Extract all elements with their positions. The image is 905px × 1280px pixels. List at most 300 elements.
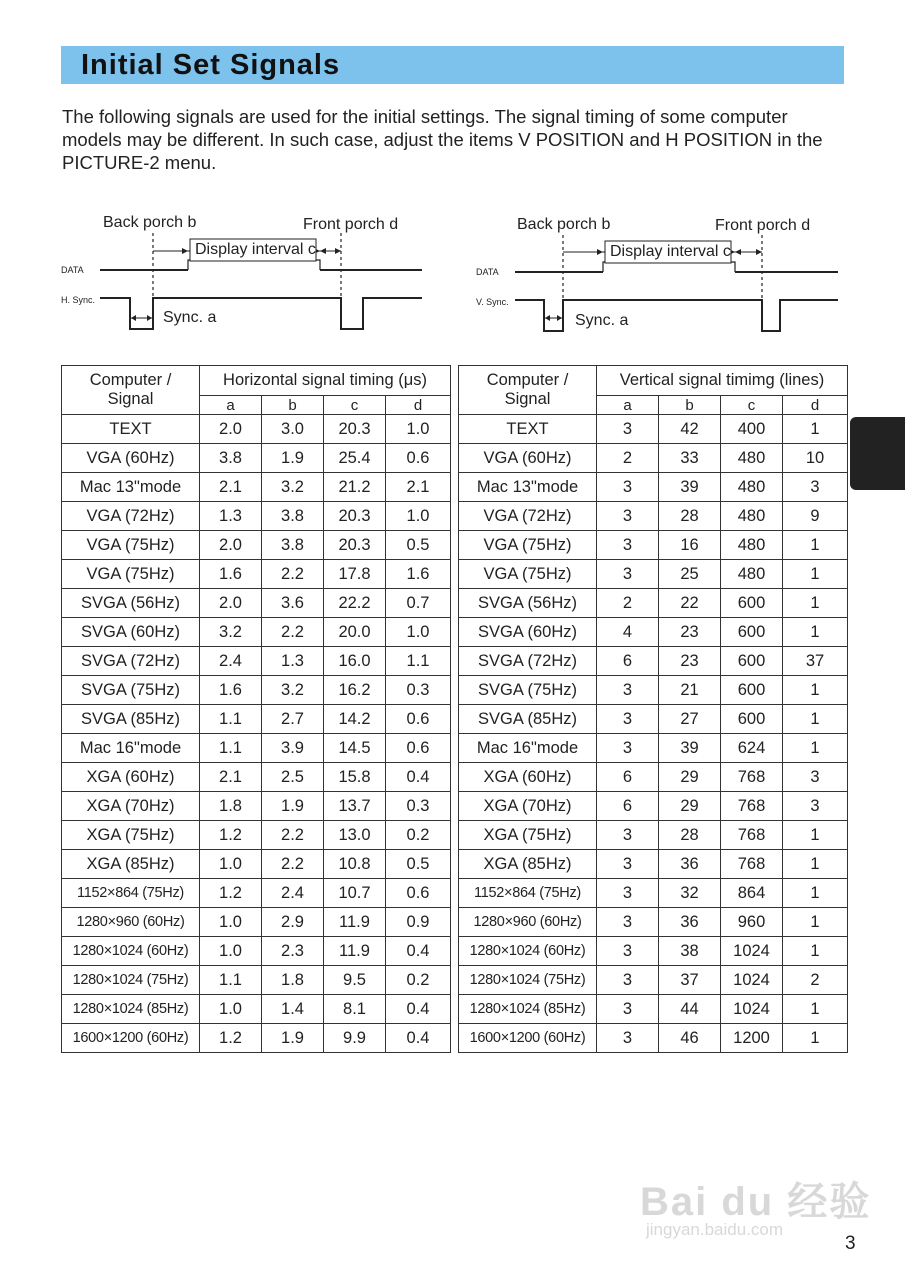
sync-waveform	[100, 298, 422, 329]
value-cell-c: 13.0	[324, 821, 386, 850]
value-cell-c: 600	[721, 589, 783, 618]
value-cell-c: 480	[721, 560, 783, 589]
value-cell-b: 46	[659, 1024, 721, 1053]
value-cell-d: 1	[783, 560, 848, 589]
value-cell-c: 15.8	[324, 763, 386, 792]
signal-cell: Mac 13"mode	[62, 473, 200, 502]
value-cell-b: 3.0	[262, 415, 324, 444]
value-cell-d: 0.7	[386, 589, 451, 618]
value-cell-b: 2.2	[262, 618, 324, 647]
value-cell-c: 13.7	[324, 792, 386, 821]
value-cell-b: 28	[659, 502, 721, 531]
value-cell-b: 23	[659, 647, 721, 676]
value-cell-c: 480	[721, 502, 783, 531]
value-cell-d: 1	[783, 937, 848, 966]
table-row	[459, 908, 848, 937]
value-cell-a: 2	[597, 589, 659, 618]
value-cell-a: 1.8	[200, 792, 262, 821]
value-cell-d: 1	[783, 415, 848, 444]
table-row	[62, 734, 451, 763]
signal-column-header	[459, 366, 597, 415]
display-interval-label: Display interval c	[195, 241, 316, 258]
sub-header-b: b	[262, 396, 324, 415]
table-row	[459, 966, 848, 995]
value-cell-a: 3	[597, 473, 659, 502]
value-cell-d: 0.5	[386, 531, 451, 560]
signal-header-line1: Computer /	[89, 371, 172, 389]
value-cell-d: 0.6	[386, 734, 451, 763]
value-cell-d: 0.5	[386, 850, 451, 879]
signal-cell: SVGA (56Hz)	[62, 589, 200, 618]
value-cell-d: 0.2	[386, 821, 451, 850]
signal-cell: Mac 16"mode	[459, 734, 597, 763]
watermark-logo-text: Bai du 经验	[640, 1180, 872, 1224]
table-row	[459, 444, 848, 473]
value-cell-b: 21	[659, 676, 721, 705]
signal-header-line1: Computer /	[486, 371, 569, 389]
value-cell-c: 1200	[721, 1024, 783, 1053]
value-cell-c: 600	[721, 705, 783, 734]
sync-a-arrowhead-right	[147, 315, 152, 321]
sub-header-b: b	[659, 396, 721, 415]
value-cell-a: 1.1	[200, 734, 262, 763]
value-cell-c: 20.3	[324, 415, 386, 444]
value-cell-b: 22	[659, 589, 721, 618]
baidu-watermark	[640, 1140, 872, 1240]
table-row	[62, 705, 451, 734]
value-cell-c: 9.5	[324, 966, 386, 995]
signal-cell: SVGA (60Hz)	[459, 618, 597, 647]
value-cell-c: 16.0	[324, 647, 386, 676]
table-row	[459, 676, 848, 705]
sync-a-arrowhead-left	[131, 315, 136, 321]
value-cell-a: 3.2	[200, 618, 262, 647]
table-row	[62, 531, 451, 560]
value-cell-a: 1.3	[200, 502, 262, 531]
value-cell-a: 1.0	[200, 995, 262, 1024]
value-cell-a: 3	[597, 734, 659, 763]
value-cell-c: 16.2	[324, 676, 386, 705]
value-cell-d: 1	[783, 618, 848, 647]
section-tab-marker	[850, 417, 905, 490]
value-cell-c: 9.9	[324, 1024, 386, 1053]
value-cell-b: 33	[659, 444, 721, 473]
value-cell-c: 600	[721, 647, 783, 676]
value-cell-a: 3	[597, 531, 659, 560]
table-row	[459, 734, 848, 763]
value-cell-c: 8.1	[324, 995, 386, 1024]
signal-cell: SVGA (72Hz)	[459, 647, 597, 676]
horizontal-timing-rows	[62, 415, 451, 1053]
signal-cell: XGA (70Hz)	[459, 792, 597, 821]
value-cell-c: 11.9	[324, 908, 386, 937]
back-porch-label: Back porch b	[103, 214, 197, 231]
value-cell-b: 32	[659, 879, 721, 908]
value-cell-b: 39	[659, 473, 721, 502]
table-row	[459, 792, 848, 821]
value-cell-c: 20.3	[324, 502, 386, 531]
value-cell-a: 3	[597, 879, 659, 908]
value-cell-a: 1.0	[200, 908, 262, 937]
signal-cell: XGA (85Hz)	[459, 850, 597, 879]
signal-cell: 1280×1024 (75Hz)	[62, 966, 200, 995]
value-cell-a: 1.1	[200, 705, 262, 734]
value-cell-c: 1024	[721, 966, 783, 995]
table-row	[459, 589, 848, 618]
value-cell-b: 3.2	[262, 676, 324, 705]
signal-cell: SVGA (75Hz)	[459, 676, 597, 705]
table-row	[62, 879, 451, 908]
value-cell-c: 1024	[721, 995, 783, 1024]
value-cell-c: 20.3	[324, 531, 386, 560]
signal-cell: SVGA (60Hz)	[62, 618, 200, 647]
value-cell-b: 3.8	[262, 502, 324, 531]
value-cell-a: 1.2	[200, 821, 262, 850]
data-label: DATA	[61, 265, 84, 275]
vertical-timing-diagram	[475, 205, 855, 340]
sub-header-d: d	[783, 396, 848, 415]
value-cell-d: 1.0	[386, 502, 451, 531]
value-cell-b: 2.5	[262, 763, 324, 792]
value-cell-a: 3	[597, 502, 659, 531]
value-cell-b: 2.9	[262, 908, 324, 937]
value-cell-b: 3.2	[262, 473, 324, 502]
table-row	[459, 821, 848, 850]
value-cell-a: 2.0	[200, 589, 262, 618]
value-cell-a: 6	[597, 763, 659, 792]
front-porch-label: Front porch d	[303, 216, 399, 233]
v-sync-label: V. Sync.	[476, 297, 509, 307]
sub-header-c: c	[721, 396, 783, 415]
value-cell-d: 3	[783, 792, 848, 821]
value-cell-c: 768	[721, 792, 783, 821]
signal-cell: VGA (72Hz)	[62, 502, 200, 531]
value-cell-a: 3	[597, 1024, 659, 1053]
signal-cell: 1280×1024 (75Hz)	[459, 966, 597, 995]
sync-a-label: Sync. a	[575, 312, 629, 329]
horizontal-group-header: Horizontal signal timing (μs)	[200, 366, 451, 396]
sub-header-c: c	[324, 396, 386, 415]
value-cell-d: 3	[783, 473, 848, 502]
table-row	[459, 705, 848, 734]
value-cell-a: 1.6	[200, 560, 262, 589]
horizontal-timing-diagram	[60, 205, 440, 340]
signal-cell: Mac 16"mode	[62, 734, 200, 763]
value-cell-c: 864	[721, 879, 783, 908]
value-cell-b: 2.3	[262, 937, 324, 966]
value-cell-d: 1.0	[386, 415, 451, 444]
value-cell-b: 3.6	[262, 589, 324, 618]
intro-paragraph: The following signals are used for the initial settings. The signal timing of some computer models may be different. In such case, adjust the items V POSITION and H POSITION in the PICTURE-2 menu.	[62, 106, 823, 173]
value-cell-b: 1.9	[262, 792, 324, 821]
signal-cell: XGA (75Hz)	[62, 821, 200, 850]
front-porch-arrowhead-left	[320, 248, 326, 254]
signal-cell: XGA (85Hz)	[62, 850, 200, 879]
front-porch-arrowhead-left	[735, 249, 741, 255]
sync-a-label: Sync. a	[163, 309, 217, 326]
value-cell-c: 768	[721, 763, 783, 792]
value-cell-c: 17.8	[324, 560, 386, 589]
signal-cell: SVGA (56Hz)	[459, 589, 597, 618]
back-porch-label: Back porch b	[517, 216, 611, 233]
value-cell-b: 2.4	[262, 879, 324, 908]
signal-cell: VGA (72Hz)	[459, 502, 597, 531]
table-row	[459, 647, 848, 676]
table-row	[62, 502, 451, 531]
value-cell-d: 0.2	[386, 966, 451, 995]
value-cell-d: 0.6	[386, 879, 451, 908]
value-cell-b: 38	[659, 937, 721, 966]
value-cell-a: 2.1	[200, 763, 262, 792]
value-cell-a: 2.0	[200, 531, 262, 560]
signal-cell: 1280×1024 (85Hz)	[459, 995, 597, 1024]
value-cell-c: 22.2	[324, 589, 386, 618]
value-cell-d: 3	[783, 763, 848, 792]
title-bar	[61, 46, 844, 84]
table-row	[459, 937, 848, 966]
value-cell-b: 2.7	[262, 705, 324, 734]
display-interval-label: Display interval c	[610, 243, 731, 260]
value-cell-a: 6	[597, 792, 659, 821]
value-cell-c: 768	[721, 821, 783, 850]
signal-cell: SVGA (85Hz)	[62, 705, 200, 734]
table-row	[62, 966, 451, 995]
page-title: Initial Set Signals	[81, 49, 341, 81]
value-cell-b: 29	[659, 763, 721, 792]
value-cell-a: 3.8	[200, 444, 262, 473]
table-row	[62, 1024, 451, 1053]
table-row	[62, 415, 451, 444]
table-row	[62, 444, 451, 473]
horizontal-timing-table	[61, 365, 451, 1053]
sub-header-a: a	[200, 396, 262, 415]
front-porch-arrowhead-right	[756, 249, 762, 255]
value-cell-b: 1.8	[262, 966, 324, 995]
value-cell-a: 1.1	[200, 966, 262, 995]
value-cell-c: 10.7	[324, 879, 386, 908]
value-cell-b: 28	[659, 821, 721, 850]
signal-cell: VGA (75Hz)	[62, 560, 200, 589]
value-cell-c: 480	[721, 444, 783, 473]
value-cell-c: 768	[721, 850, 783, 879]
signal-column-header	[62, 366, 200, 415]
value-cell-a: 4	[597, 618, 659, 647]
value-cell-b: 29	[659, 792, 721, 821]
value-cell-b: 1.9	[262, 1024, 324, 1053]
value-cell-d: 1	[783, 821, 848, 850]
value-cell-d: 1.0	[386, 618, 451, 647]
table-row	[459, 560, 848, 589]
value-cell-c: 1024	[721, 937, 783, 966]
value-cell-d: 1	[783, 531, 848, 560]
value-cell-c: 25.4	[324, 444, 386, 473]
value-cell-d: 9	[783, 502, 848, 531]
value-cell-d: 1	[783, 734, 848, 763]
data-label: DATA	[476, 267, 499, 277]
table-row	[459, 618, 848, 647]
signal-cell: VGA (75Hz)	[459, 531, 597, 560]
value-cell-b: 2.2	[262, 821, 324, 850]
table-row	[459, 879, 848, 908]
value-cell-a: 2	[597, 444, 659, 473]
table-row	[459, 995, 848, 1024]
table-row	[62, 792, 451, 821]
value-cell-d: 0.4	[386, 763, 451, 792]
signal-cell: 1280×960 (60Hz)	[62, 908, 200, 937]
table-row	[62, 618, 451, 647]
signal-cell: 1280×1024 (85Hz)	[62, 995, 200, 1024]
signal-header-line2: Signal	[107, 390, 154, 408]
signal-cell: 1152×864 (75Hz)	[62, 879, 200, 908]
value-cell-d: 1	[783, 589, 848, 618]
value-cell-c: 14.2	[324, 705, 386, 734]
front-porch-arrowhead-right	[335, 248, 341, 254]
signal-header-line2: Signal	[504, 390, 551, 408]
value-cell-c: 600	[721, 676, 783, 705]
value-cell-b: 36	[659, 908, 721, 937]
table-row	[459, 502, 848, 531]
sub-header-d: d	[386, 396, 451, 415]
value-cell-c: 21.2	[324, 473, 386, 502]
table-row	[62, 850, 451, 879]
signal-cell: SVGA (85Hz)	[459, 705, 597, 734]
signal-cell: 1152×864 (75Hz)	[459, 879, 597, 908]
signal-cell: Mac 13"mode	[459, 473, 597, 502]
table-row	[459, 415, 848, 444]
value-cell-a: 2.4	[200, 647, 262, 676]
signal-cell: VGA (75Hz)	[459, 560, 597, 589]
value-cell-c: 14.5	[324, 734, 386, 763]
value-cell-d: 2.1	[386, 473, 451, 502]
value-cell-a: 1.2	[200, 1024, 262, 1053]
value-cell-b: 3.9	[262, 734, 324, 763]
value-cell-b: 36	[659, 850, 721, 879]
watermark-url: jingyan.baidu.com	[646, 1220, 784, 1239]
signal-cell: XGA (70Hz)	[62, 792, 200, 821]
value-cell-d: 1	[783, 908, 848, 937]
value-cell-a: 3	[597, 705, 659, 734]
value-cell-d: 0.3	[386, 792, 451, 821]
signal-cell: SVGA (75Hz)	[62, 676, 200, 705]
value-cell-d: 0.9	[386, 908, 451, 937]
table-row	[62, 473, 451, 502]
signal-cell: XGA (75Hz)	[459, 821, 597, 850]
sub-header-a: a	[597, 396, 659, 415]
value-cell-a: 3	[597, 415, 659, 444]
table-row	[459, 763, 848, 792]
value-cell-d: 0.3	[386, 676, 451, 705]
table-row	[459, 473, 848, 502]
sync-a-arrowhead-left	[545, 315, 550, 321]
table-row	[62, 995, 451, 1024]
table-row	[62, 589, 451, 618]
value-cell-d: 1	[783, 705, 848, 734]
h-sync-label: H. Sync.	[61, 295, 96, 305]
value-cell-d: 0.6	[386, 444, 451, 473]
signal-cell: SVGA (72Hz)	[62, 647, 200, 676]
table-row	[62, 821, 451, 850]
signal-cell: XGA (60Hz)	[459, 763, 597, 792]
value-cell-a: 3	[597, 821, 659, 850]
value-cell-a: 1.2	[200, 879, 262, 908]
value-cell-d: 0.6	[386, 705, 451, 734]
table-row	[459, 1024, 848, 1053]
value-cell-a: 1.6	[200, 676, 262, 705]
signal-cell: TEXT	[459, 415, 597, 444]
value-cell-c: 11.9	[324, 937, 386, 966]
signal-cell: 1600×1200 (60Hz)	[62, 1024, 200, 1053]
value-cell-d: 1	[783, 1024, 848, 1053]
value-cell-a: 3	[597, 908, 659, 937]
value-cell-b: 2.2	[262, 850, 324, 879]
value-cell-d: 1.1	[386, 647, 451, 676]
signal-cell: 1600×1200 (60Hz)	[459, 1024, 597, 1053]
back-porch-arrowhead	[182, 248, 188, 254]
value-cell-c: 960	[721, 908, 783, 937]
value-cell-d: 1	[783, 676, 848, 705]
value-cell-b: 1.3	[262, 647, 324, 676]
value-cell-d: 1	[783, 879, 848, 908]
value-cell-c: 480	[721, 531, 783, 560]
value-cell-b: 42	[659, 415, 721, 444]
value-cell-d: 1	[783, 995, 848, 1024]
vertical-timing-table	[458, 365, 848, 1053]
value-cell-d: 37	[783, 647, 848, 676]
signal-cell: 1280×1024 (60Hz)	[62, 937, 200, 966]
value-cell-d: 0.4	[386, 937, 451, 966]
value-cell-a: 6	[597, 647, 659, 676]
value-cell-b: 44	[659, 995, 721, 1024]
value-cell-a: 1.0	[200, 937, 262, 966]
value-cell-c: 480	[721, 473, 783, 502]
page-number: 3	[845, 1233, 856, 1254]
value-cell-c: 600	[721, 618, 783, 647]
table-row	[459, 531, 848, 560]
value-cell-d: 1.6	[386, 560, 451, 589]
table-row	[62, 908, 451, 937]
value-cell-a: 3	[597, 676, 659, 705]
value-cell-b: 1.9	[262, 444, 324, 473]
table-row	[459, 850, 848, 879]
value-cell-b: 23	[659, 618, 721, 647]
table-row	[62, 937, 451, 966]
vertical-timing-rows	[459, 415, 848, 1053]
value-cell-b: 39	[659, 734, 721, 763]
signal-cell: XGA (60Hz)	[62, 763, 200, 792]
value-cell-c: 10.8	[324, 850, 386, 879]
signal-cell: VGA (60Hz)	[459, 444, 597, 473]
table-row	[62, 560, 451, 589]
value-cell-a: 1.0	[200, 850, 262, 879]
signal-cell: VGA (60Hz)	[62, 444, 200, 473]
sync-waveform	[515, 300, 838, 331]
value-cell-a: 3	[597, 966, 659, 995]
back-porch-arrowhead	[597, 249, 603, 255]
value-cell-b: 3.8	[262, 531, 324, 560]
signal-cell: TEXT	[62, 415, 200, 444]
value-cell-d: 10	[783, 444, 848, 473]
table-row	[62, 676, 451, 705]
value-cell-a: 3	[597, 937, 659, 966]
value-cell-d: 0.4	[386, 1024, 451, 1053]
value-cell-c: 400	[721, 415, 783, 444]
value-cell-b: 1.4	[262, 995, 324, 1024]
value-cell-d: 0.4	[386, 995, 451, 1024]
table-row	[62, 763, 451, 792]
signal-cell: 1280×1024 (60Hz)	[459, 937, 597, 966]
value-cell-b: 37	[659, 966, 721, 995]
value-cell-a: 2.1	[200, 473, 262, 502]
